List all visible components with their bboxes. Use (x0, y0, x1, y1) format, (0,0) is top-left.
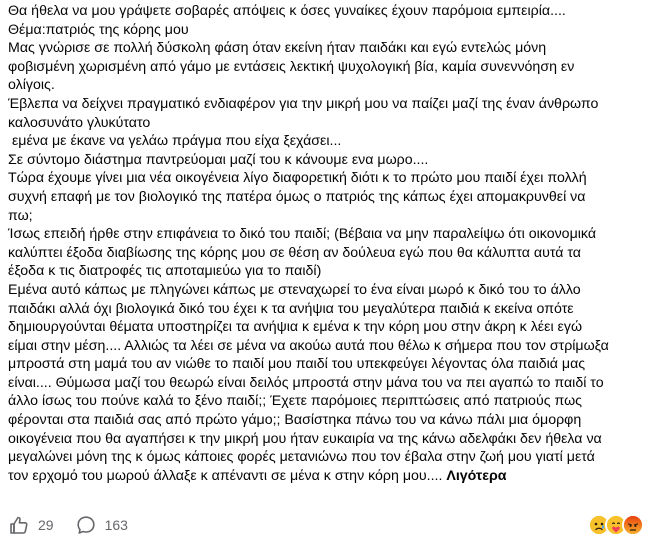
post-text-line: καλοσυνάτο γλυκύτατο (8, 114, 151, 131)
post-text-line: είναι.... Θύμωσα μαζί του θεωρώ είναι δειλός μπροστά στην μάνα του να πει αγαπώ το παιδί το (8, 374, 604, 391)
post-text-line: Θα ήθελα να μου γράψετε σοβαρές απόψεις κ όσες γυναίκες έχουν παρόμοια εμπειρία.... (8, 3, 566, 19)
post-text-line: φέρονται στα παιδιά σας από πρώτο γάμο;; Βασίστηκα πάνω του να κάνω πάλι μια όμορφη (8, 412, 582, 429)
see-less-link[interactable]: Λιγότερα (446, 467, 507, 484)
post-text-line: έξοδα κ τις διατροφές τις αποταμιεύω για το παιδί) (8, 263, 322, 280)
post-text-line: Θέμα:πατριός της κόρης μου (8, 21, 189, 38)
post-text-line: μπροστά στη μαμά του αν νιώθε το παιδί μου παιδί του υπεκφεύγει λέγοντας όλα παιδιά μας (8, 356, 586, 373)
comment-icon (76, 515, 96, 535)
comments-count: 163 (104, 517, 128, 533)
post-text-line: Τώρα έχουμε γίνει μια νέα οικογένεια λίγο διαφορετική διότι κ το πρώτο μου παιδί έχει πολλή (8, 170, 587, 187)
post-text-line: συχνή επαφή με τον βιολογικό της πατέρα όμως ο πατριός της κάπως έχει απομακρυνθεί να (8, 188, 586, 205)
post-text (8, 2, 648, 485)
angry-reaction-icon (622, 514, 644, 536)
post-footer (0, 508, 650, 542)
post-text-line: καλύπτει έξοδα διαβίωσης της κόρης μου σε θέση αν δούλευα εγώ που θα κάλυπτα αυτά τα (8, 244, 581, 261)
thumbs-up-icon (9, 515, 29, 535)
comment-button[interactable] (76, 515, 128, 535)
post-text-line: Εμένα αυτό κάπως με πληγώνει κάπως με στεναχωρεί το ένα είναι μωρό κ δικό του το άλλο (8, 281, 581, 298)
post-text-line (8, 467, 648, 486)
post-text-line: ολίγοις. (8, 77, 55, 94)
post-text-line: εμένα με έκανε να γελάω πράγμα που είχα ξεχάσει... (8, 133, 342, 150)
post-text-line: δημιουργούνται θέματα υποστηρίζει τα ανήψια κ εμένα κ την κόρη μου στην άκρη κ λέει εγώ (8, 319, 583, 336)
post-text-line: παιδάκι αλλά όχι βιολογικά δικό του έχει κ τα ανήψια του μεγαλύτερα παιδιά κ εκείνα οπότε (8, 300, 574, 317)
post-text-line: οικογένεια που θα αγαπήσει κ την μικρή μου ήταν ευκαιρία να της κάνω αδελφάκι δεν ήθελα να (8, 430, 602, 447)
post-text-line: είμαι στην μέση.... Αλλιώς τα λέει σε μένα να ακούω αυτά που θέλω κ σήμερα που τον στρίμωξα (8, 337, 609, 354)
post-text-line: μεγαλώνει μόνη της κ όμως κάποιες φορές μετανιώνω που τον έβαλα στην ζωή μου γιατί μετά (8, 449, 595, 466)
post-text-line: Ίσως επειδή ήρθε στην επιφάνεια το δικό του παιδί; (Βέβαια να μην παραλείψω ότι οικονομικά (8, 226, 597, 243)
post-text-line: Έβλεπα να δείχνει πραγματικό ενδιαφέρον για την μικρή μου να παίζει μαζί της έναν άνθρωπο (8, 95, 599, 112)
reaction-summary[interactable] (588, 514, 644, 536)
post-text-line: πω; (8, 207, 33, 224)
post-text-line-content: τον ερχομό του μωρού άλλαξε κ απέναντι σε μένα κ στην κόρη μου.... (8, 467, 447, 484)
post-text-line: Μας γνώρισε σε πολλή δύσκολη φάση όταν εκείνη ήταν παιδάκι και εγώ εντελώς μόνη (8, 40, 547, 57)
like-button[interactable] (9, 515, 54, 535)
post-text-line: άλλο ίσως του πούνε καλά το ξένο παιδί;; Έχετε παρόμοιες περιπτώσεις από πατριούς πως (8, 393, 582, 410)
likes-count: 29 (38, 517, 54, 533)
post-text-line: φοβισμένη χωρισμένη από γάμο με εντάσεις λεκτική ψυχολογική βία, καμία συνεννόηση εν (8, 58, 575, 75)
post-text-line: Σε σύντομο διάστημα παντρεύομαι μαζί του κ κάνουμε ενα μωρο.... (8, 151, 429, 168)
